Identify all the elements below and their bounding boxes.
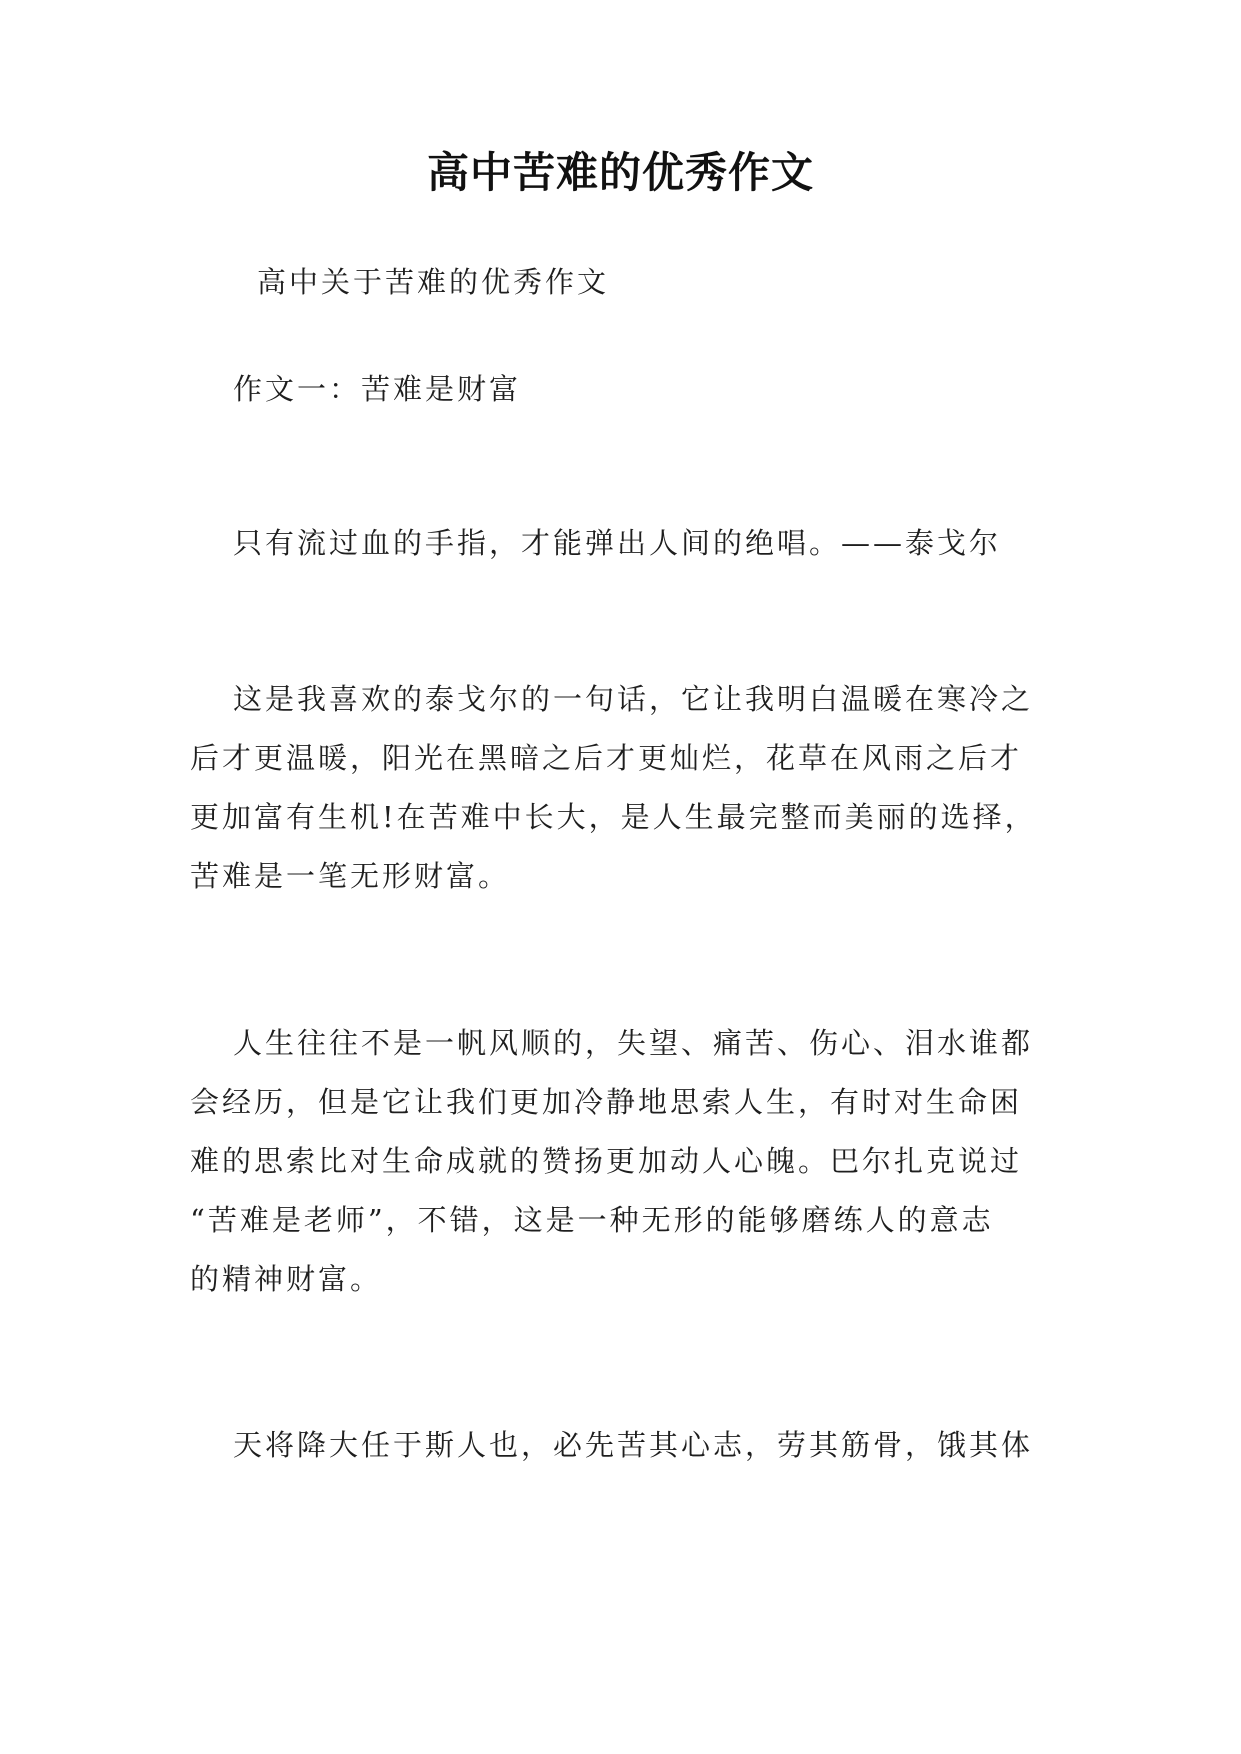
paragraph-line: 会经历，但是它让我们更加冷静地思索人生，有时对生命困 [190,1085,1023,1119]
epigraph-quote: 只有流过血的手指，才能弹出人间的绝唱。——泰戈尔 [233,526,1002,560]
paragraph-line: 的精神财富。 [190,1262,383,1296]
essay-heading: 作文一：苦难是财富 [233,372,522,406]
paragraph-line: 这是我喜欢的泰戈尔的一句话，它让我明白温暖在寒冷之 [233,682,1034,716]
paragraph-line: 难的思索比对生命成就的赞扬更加动人心魄。巴尔扎克说过 [190,1144,1023,1178]
paragraph-line: 人生往往不是一帆风顺的，失望、痛苦、伤心、泪水谁都 [233,1026,1034,1060]
paragraph-3 [190,1416,1070,1475]
paragraph-2 [190,1014,1070,1309]
paragraph-1 [190,670,1070,906]
paragraph-line: 后才更温暖，阳光在黑暗之后才更灿烂，花草在风雨之后才 [190,741,1023,775]
document-subtitle: 高中关于苦难的优秀作文 [257,265,610,299]
paragraph-line: “苦难是老师”，不错，这是一种无形的能够磨练人的意志 [190,1203,994,1237]
paragraph-line: 苦难是一笔无形财富。 [190,859,511,893]
paragraph-line: 更加富有生机!在苦难中长大，是人生最完整而美丽的选择， [190,800,1037,834]
document-title: 高中苦难的优秀作文 [426,148,814,197]
paragraph-line: 天将降大任于斯人也，必先苦其心志，劳其筋骨，饿其体 [233,1428,1034,1462]
